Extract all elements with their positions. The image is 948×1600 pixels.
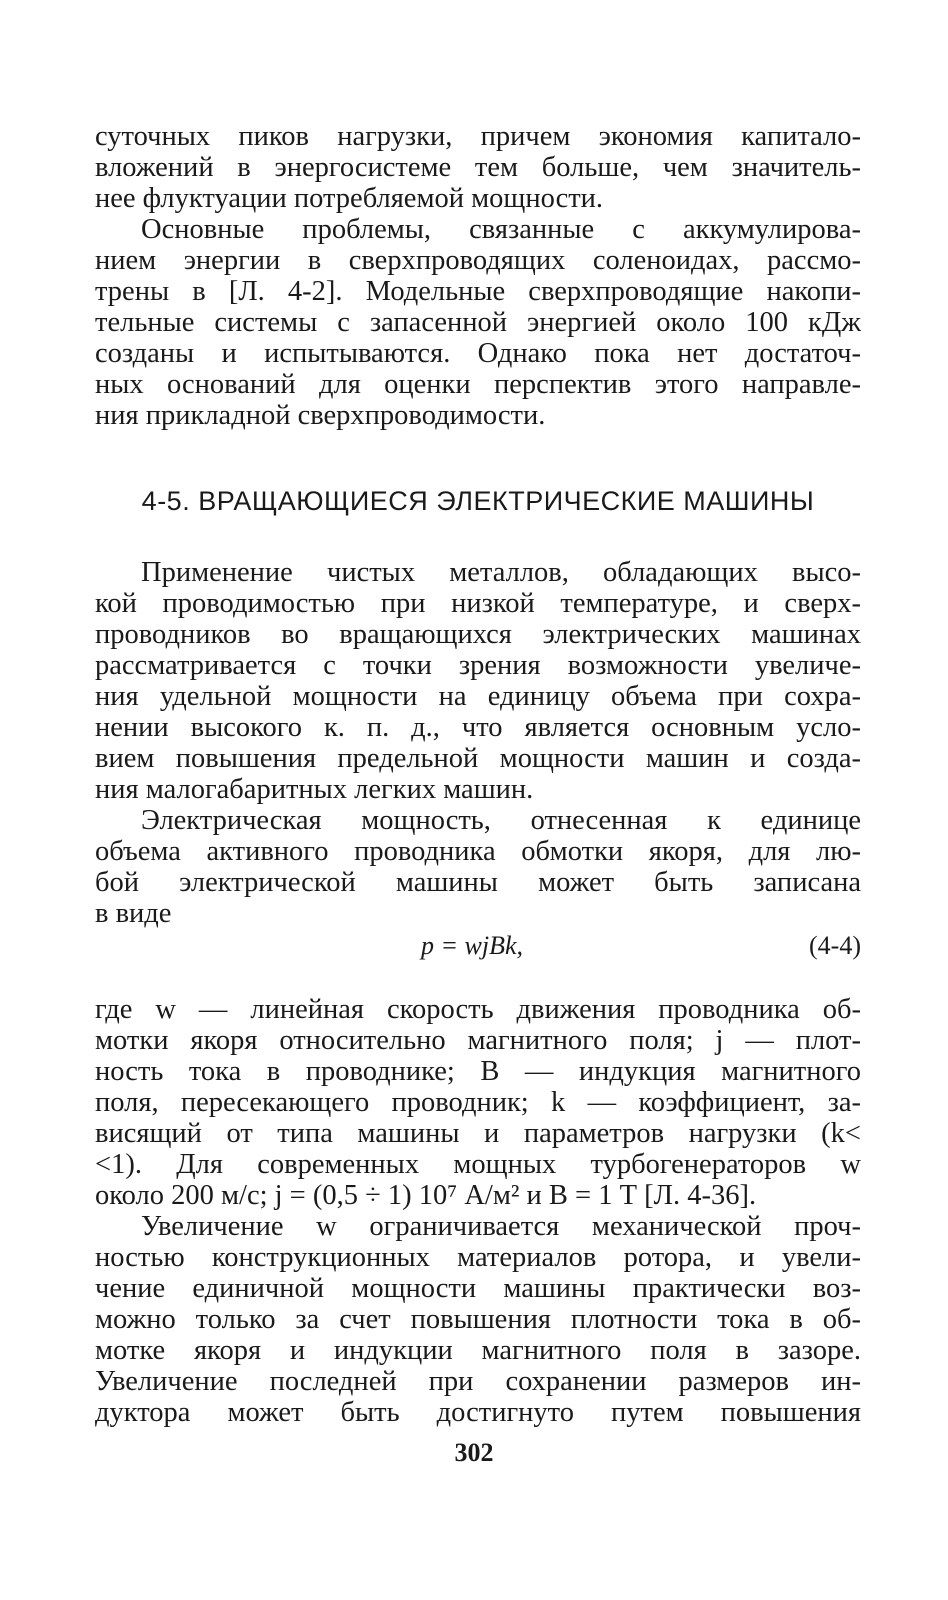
formula-expression: p = wjBk, [421,931,524,960]
text-line: нении высокого к. п. д., что является основным усло- [95,712,861,743]
text-line: Увеличение w ограничивается механической проч- [141,1211,861,1242]
text-line: Основные проблемы, связанные с аккумулирова- [141,214,861,245]
text-line: бой электрической машины может быть записана [95,867,861,898]
text-line: созданы и испытываются. Однако пока нет достаточ- [95,338,861,369]
text-line: мотки якоря относительно магнитного поля; j — плот- [95,1025,861,1056]
page-number: 302 [454,1438,494,1467]
text-line: ных оснований для оценки перспектив этого направле- [95,369,861,400]
text-line: дуктора может быть достигнуто путем повышения [95,1397,861,1428]
application-paragraph [95,557,861,805]
text-line: где w — линейная скорость движения проводника об- [95,994,861,1025]
text-line: суточных пиков нагрузки, причем экономия капитало- [95,121,861,152]
text-line: в виде [95,898,172,929]
text-line: тельные системы с запасенной энергией около 100 кДж [95,307,861,338]
text-line: можно только за счет повышения плотности тока в об- [95,1304,861,1335]
section-heading: 4-5. ВРАЩАЮЩИЕСЯ ЭЛЕКТРИЧЕСКИЕ МАШИНЫ [141,486,815,516]
text-line: висящий от типа машины и параметров нагрузки (k< [95,1118,861,1149]
increase-paragraph [95,1211,861,1428]
text-line: трены в [Л. 4-2]. Модельные сверхпроводящие накопи- [95,276,861,307]
text-line: объема активного проводника обмотки якоря, для лю- [95,836,861,867]
text-line: кой проводимостью при низкой температуре, и сверх- [95,588,861,619]
text-line: проводников во вращающихся электрических машинах [95,619,861,650]
text-line: ностью конструкционных материалов ротора, и увели- [95,1242,861,1273]
text-line: ния малогабаритных легких машин. [95,774,534,805]
text-line: ния удельной мощности на единицу объема при сохра- [95,681,861,712]
text-line: Электрическая мощность, отнесенная к единице [141,805,861,836]
formula-row [95,930,861,961]
text-line: вием повышения предельной мощности машин и созда- [95,743,861,774]
text-line: нее флуктуации потребляемой мощности. [95,183,604,214]
where-paragraph [95,994,861,1211]
text-line: <1). Для современных мощных турбогенераторов w [95,1149,861,1180]
text-line: поля, пересекающего проводник; k — коэффициент, за- [95,1087,861,1118]
power-paragraph [95,805,861,929]
text-line: Применение чистых металлов, обладающих высо- [141,557,861,588]
text-line: рассматривается с точки зрения возможности увеличе- [95,650,861,681]
text-line: ность тока в проводнике; B — индукция магнитного [95,1056,861,1087]
problems-paragraph [95,214,861,431]
text-line: около 200 м/с; j = (0,5 ÷ 1) 10⁷ А/м² и B = 1 Т [Л. 4-36]. [95,1180,757,1211]
intro-paragraph [95,121,861,214]
text-line: мотке якоря и индукции магнитного поля в зазоре. [95,1335,861,1366]
text-line: Увеличение последней при сохранении размеров ин- [95,1366,861,1397]
text-line: вложений в энергосистеме тем больше, чем значитель- [95,152,861,183]
text-line: чение единичной мощности машины практически воз- [95,1273,861,1304]
text-line: нием энергии в сверхпроводящих соленоидах, рассмо- [95,245,861,276]
formula-number: (4-4) [809,931,861,960]
text-line: ния прикладной сверхпроводимости. [95,400,546,431]
